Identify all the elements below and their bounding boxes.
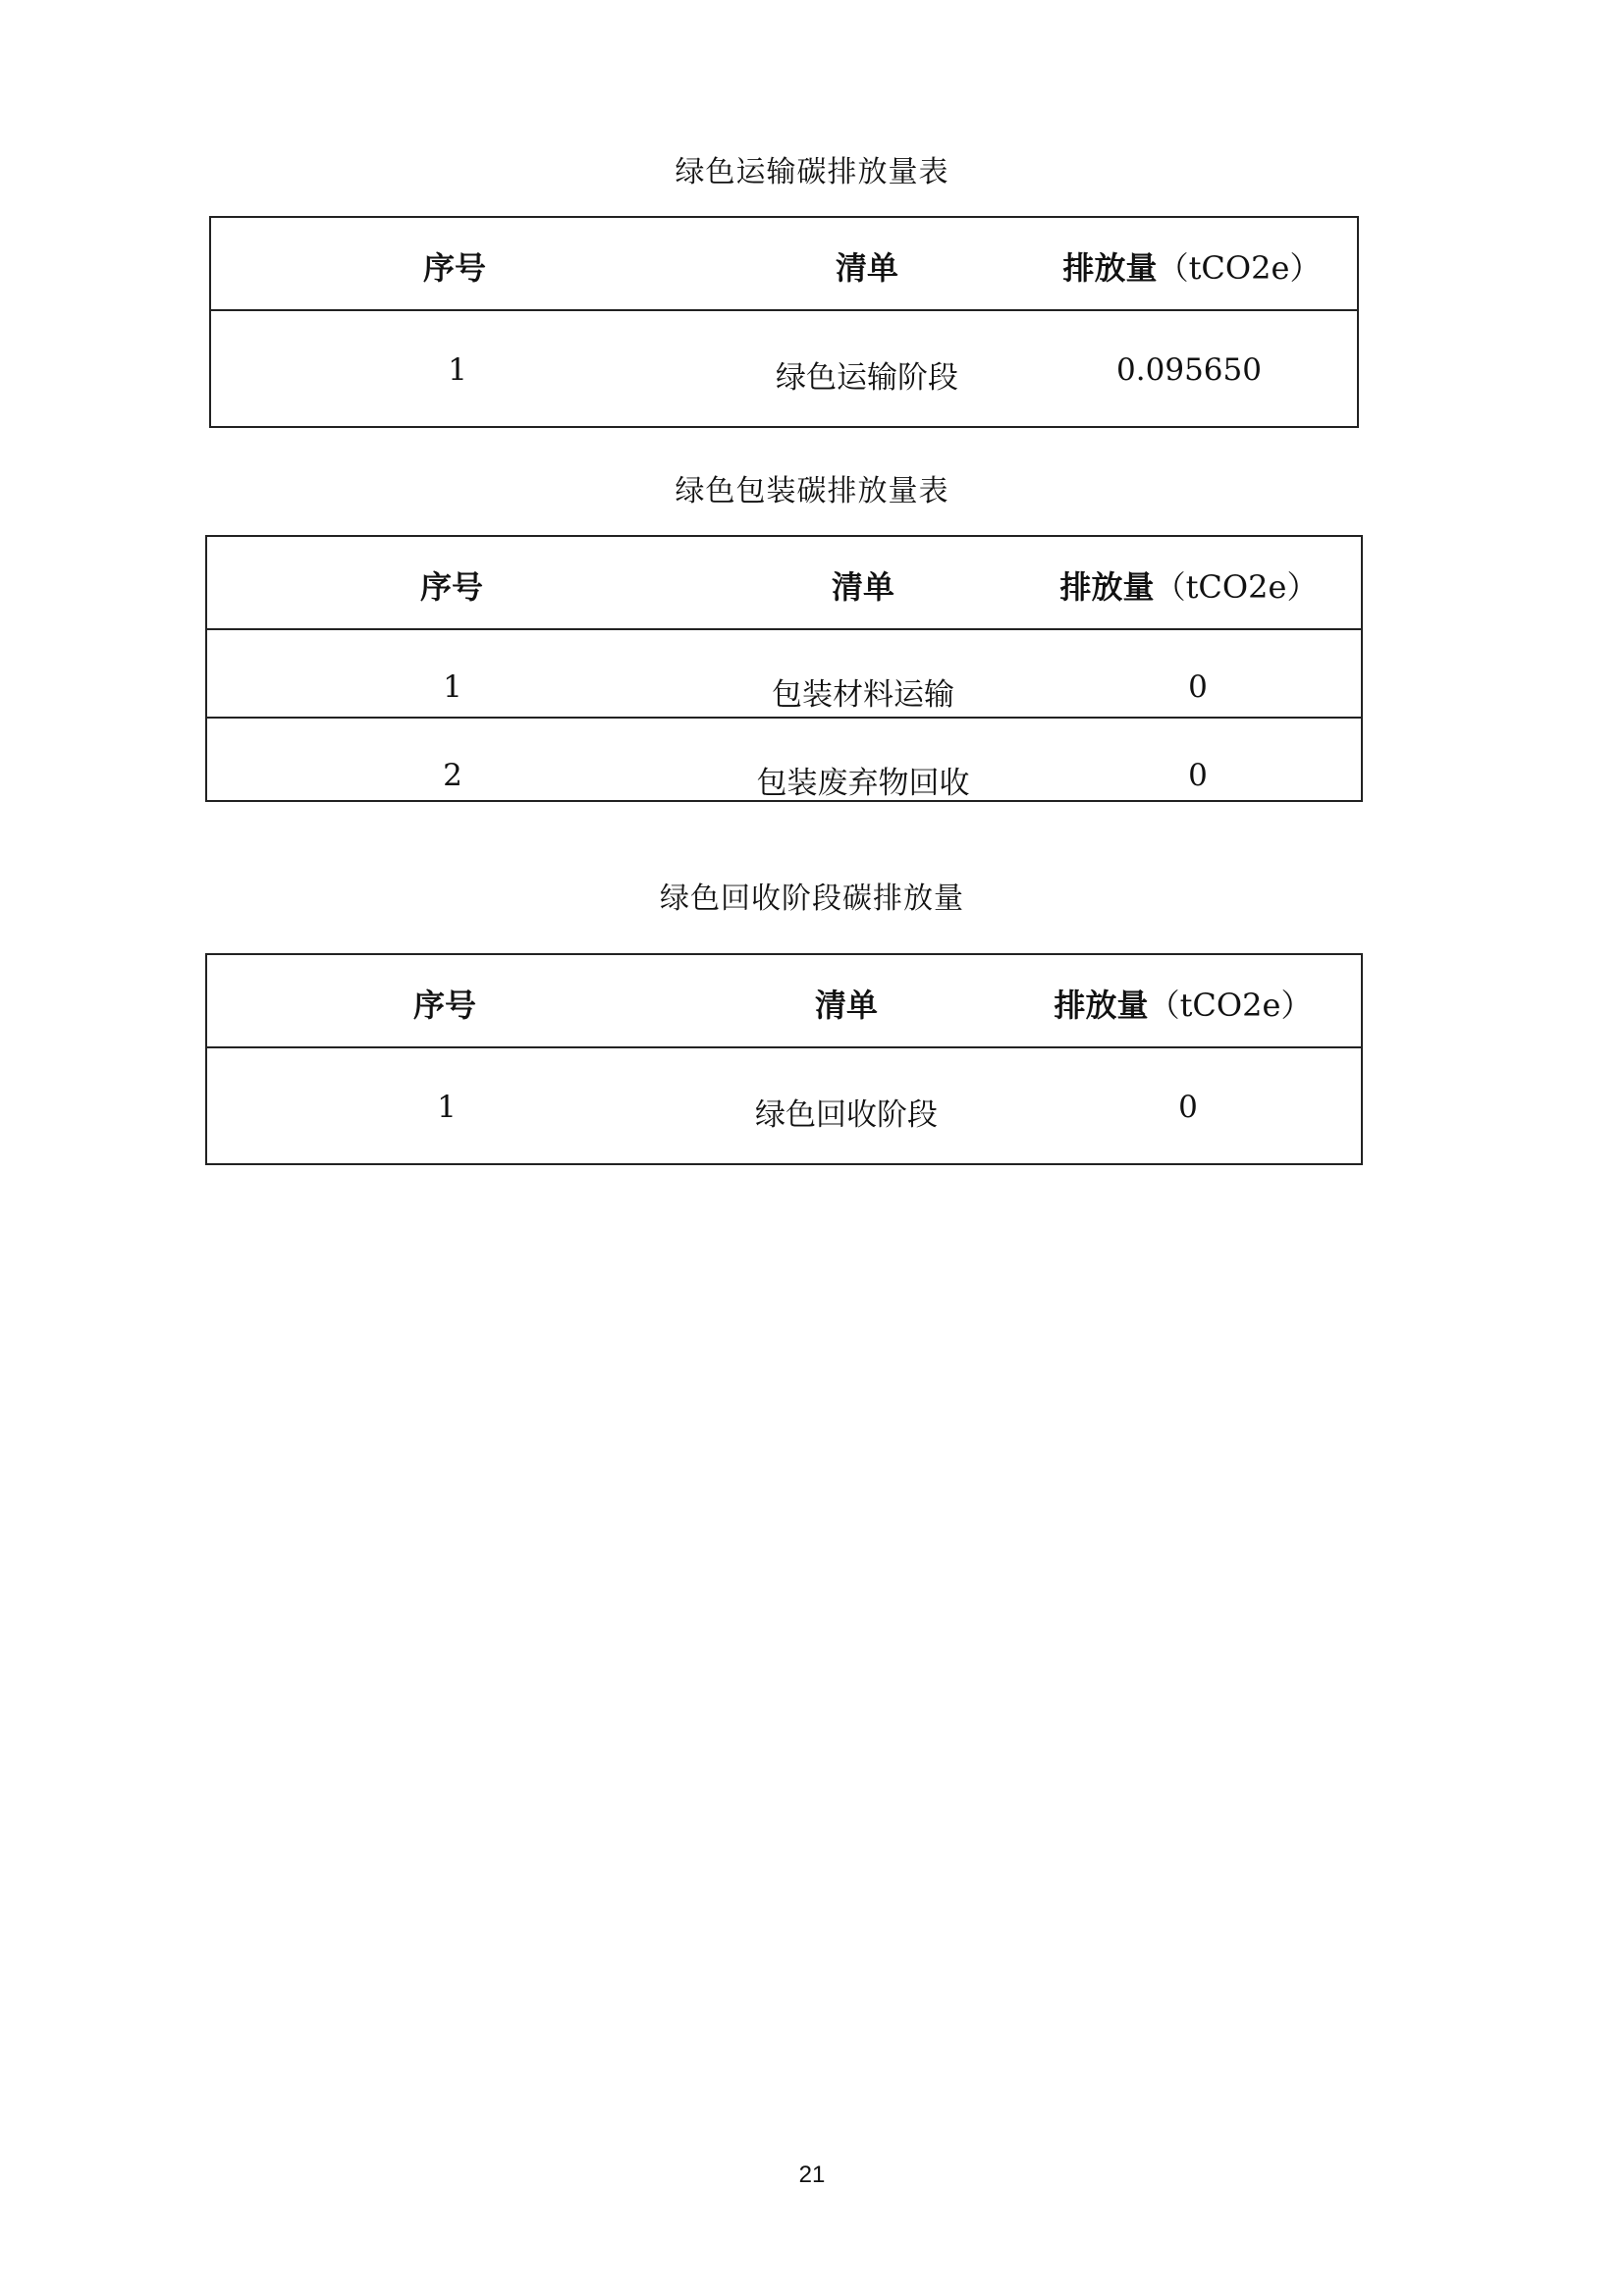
table-row [207, 717, 1361, 802]
table-header-row [207, 537, 1361, 629]
row-index: 1 [448, 352, 467, 388]
table-row [207, 1046, 1361, 1165]
row-emission: 0 [1188, 758, 1208, 793]
table-header-row [211, 218, 1357, 310]
header-item: 清单 [814, 987, 879, 1024]
header-index: 序号 [422, 249, 487, 287]
table-caption-recycling: 绿色回收阶段碳排放量 [660, 881, 964, 916]
header-emission-unit: （tCO2e） [1148, 987, 1313, 1024]
packaging-emission-table [205, 535, 1363, 802]
row-index: 1 [437, 1090, 457, 1125]
recycling-emission-table [205, 953, 1363, 1165]
row-item: 绿色回收阶段 [755, 1097, 938, 1133]
table-row [211, 309, 1357, 428]
row-index: 2 [443, 758, 462, 793]
header-emission-unit: （tCO2e） [1157, 249, 1322, 287]
table-header-row [207, 955, 1361, 1047]
table-caption-packaging: 绿色包装碳排放量表 [675, 474, 949, 508]
table-row [207, 628, 1361, 718]
row-item: 绿色运输阶段 [776, 360, 958, 396]
header-item: 清单 [831, 568, 895, 606]
header-index: 序号 [419, 568, 484, 606]
header-item: 清单 [835, 249, 899, 287]
header-emission [1055, 981, 1313, 1026]
row-item: 包装废弃物回收 [756, 766, 970, 801]
table-caption-transport: 绿色运输碳排放量表 [675, 155, 949, 189]
header-emission-label: 排放量 [1062, 249, 1158, 287]
row-item: 包装材料运输 [772, 677, 954, 713]
header-emission-unit: （tCO2e） [1154, 568, 1319, 606]
header-emission-label: 排放量 [1054, 987, 1149, 1024]
transport-emission-table [209, 216, 1359, 428]
header-emission [1063, 243, 1322, 289]
row-emission: 0 [1178, 1090, 1198, 1125]
page-number: 21 [798, 2162, 826, 2188]
row-emission: 0.095650 [1116, 352, 1262, 388]
row-index: 1 [443, 669, 462, 705]
header-emission [1060, 562, 1319, 608]
header-emission-label: 排放量 [1059, 568, 1155, 606]
row-emission: 0 [1188, 669, 1208, 705]
header-index: 序号 [412, 987, 477, 1024]
